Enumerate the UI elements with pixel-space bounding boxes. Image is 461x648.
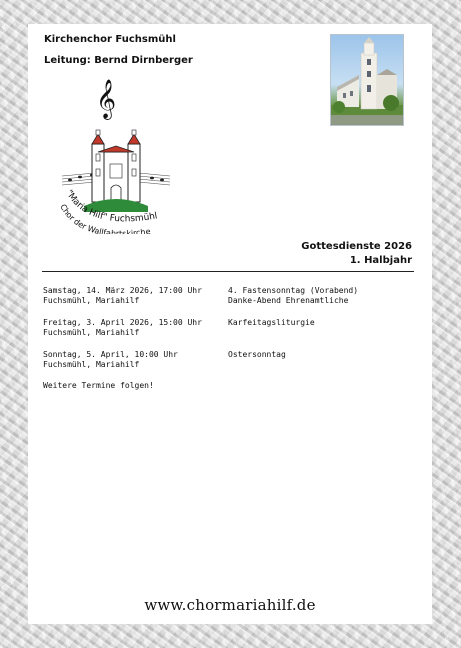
schedule-title (301, 240, 412, 268)
church-photo (330, 34, 404, 126)
logo-arc-text: "Maria Hilf" Fuchsmühl (63, 188, 159, 225)
choir-logo (58, 74, 173, 234)
event-occasion: Karfeitagsliturgie (228, 318, 315, 327)
event-item (43, 350, 415, 382)
event-list (43, 286, 415, 382)
event-date: Sonntag, 5. April, 10:00 Uhr (43, 350, 178, 359)
schedule-title-line2: 1. Halbjahr (349, 255, 412, 266)
schedule-title-line1: Gottesdienste 2026 (301, 241, 412, 252)
event-item (43, 286, 415, 318)
event-occasion: 4. Fastensonntag (Vorabend) (228, 286, 359, 295)
event-occasion: Ostersonntag (228, 350, 286, 359)
event-place: Fuchsmühl, Mariahilf (43, 296, 140, 305)
church-towers-drawing (84, 130, 148, 212)
event-note: Danke-Abend Ehrenamtliche (228, 296, 349, 305)
church-illustration (331, 35, 403, 125)
more-dates-note: Weitere Termine folgen! (43, 381, 154, 390)
treble-clef-icon: 𝄞 (96, 79, 117, 119)
event-date: Freitag, 3. April 2026, 15:00 Uhr (43, 318, 202, 327)
event-place: Fuchsmühl, Mariahilf (43, 360, 140, 369)
choir-director: Leitung: Bernd Dirnberger (44, 55, 193, 66)
event-place: Fuchsmühl, Mariahilf (43, 328, 140, 337)
logo-arc-text-inner: Chor der Wallfahrtskirche (58, 202, 152, 234)
flyer-page (28, 24, 432, 624)
event-item (43, 318, 415, 350)
divider (42, 271, 414, 272)
event-date: Samstag, 14. März 2026, 17:00 Uhr (43, 286, 202, 295)
choir-name: Kirchenchor Fuchsmühl (44, 34, 176, 45)
website-url[interactable]: www.chormariahilf.de (144, 596, 316, 614)
